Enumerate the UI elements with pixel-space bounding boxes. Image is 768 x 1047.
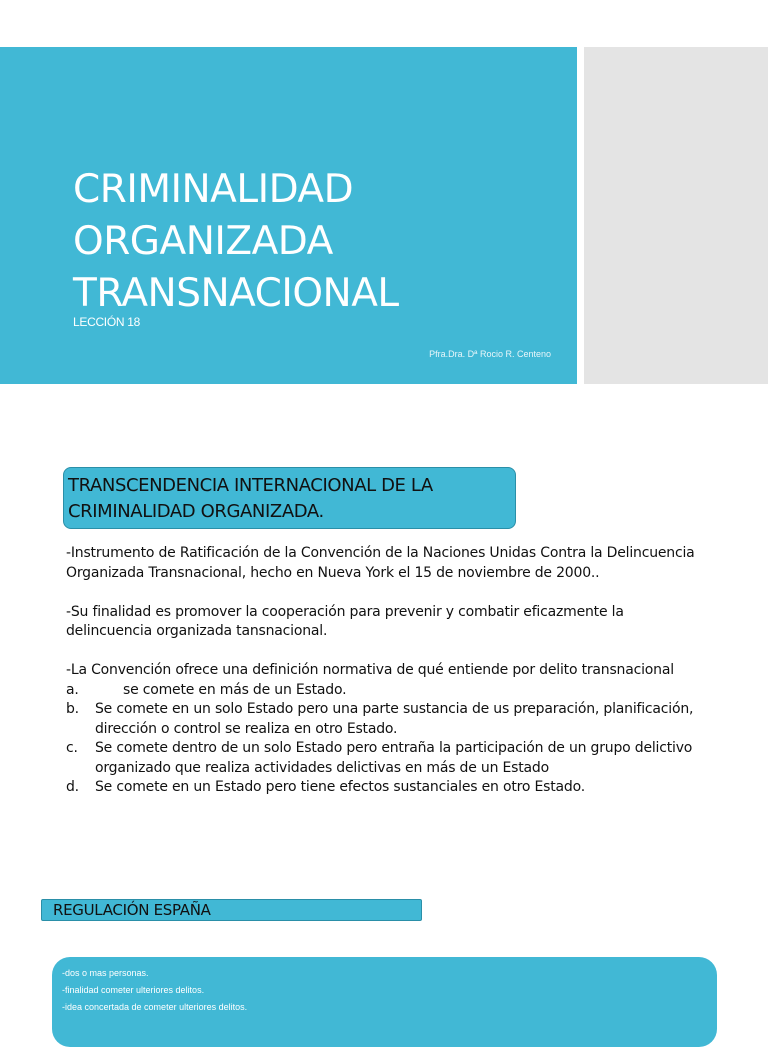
section-heading-box: TRANSCENDENCIA INTERNACIONAL DE LA CRIMINALIDAD ORGANIZADA.	[63, 467, 516, 529]
list-item	[66, 739, 706, 778]
regulation-bullets-box	[52, 957, 717, 1047]
bullet-item: -finalidad cometer ulteriores delitos.	[62, 985, 205, 995]
title-line-3: TRANSNACIONAL	[73, 271, 399, 316]
list-marker: a.	[66, 681, 79, 698]
list-text: Se comete en un Estado pero tiene efectos sustanciales en otro Estado.	[95, 779, 585, 795]
bullet-item: -dos o mas personas.	[62, 968, 149, 978]
list-item	[66, 778, 706, 798]
list-text: se comete en más de un Estado.	[123, 681, 347, 698]
bullet-item: -idea concertada de cometer ulteriores delitos.	[62, 1002, 248, 1012]
list-marker: b.	[66, 701, 79, 717]
title-slide	[0, 47, 577, 384]
title-line-2: ORGANIZADA	[73, 219, 333, 264]
regulation-heading-box: REGULACIÓN ESPAÑA	[41, 899, 422, 921]
list-marker: d.	[66, 779, 79, 795]
list-marker: c.	[66, 740, 78, 756]
list-item	[66, 700, 706, 739]
slide-body-text	[66, 544, 706, 798]
list-item	[66, 681, 706, 701]
paragraph-purpose: -Su finalidad es promover la cooperación para prevenir y combatir eficazmente la delincuencia organizada tansnacional.	[66, 603, 624, 639]
paragraph-definition: -La Convención ofrece una definición normativa de qué entiende por delito transnacional	[66, 662, 674, 678]
title-line-1: CRIMINALIDAD	[73, 167, 354, 212]
list-text: Se comete dentro de un solo Estado pero entraña la participación de un grupo delictivo organizado que realiza actividades delictivas en más de un Estado	[95, 740, 693, 776]
author-credit: Pfra.Dra. Dª Rocio R. Centeno	[429, 349, 551, 359]
lesson-subtitle: LECCIÓN 18	[73, 315, 141, 329]
paragraph-instrument: -Instrumento de Ratificación de la Convención de la Naciones Unidas Contra la Delincuencia Organizada Transnacional, hecho en Nueva York el 15 de noviembre de 2000..	[66, 545, 695, 581]
gray-side-panel	[584, 47, 768, 384]
slide-title	[73, 164, 553, 320]
list-text: Se comete en un solo Estado pero una parte sustancia de us preparación, planificación, dirección o control se realiza en otro Estado.	[95, 701, 694, 737]
